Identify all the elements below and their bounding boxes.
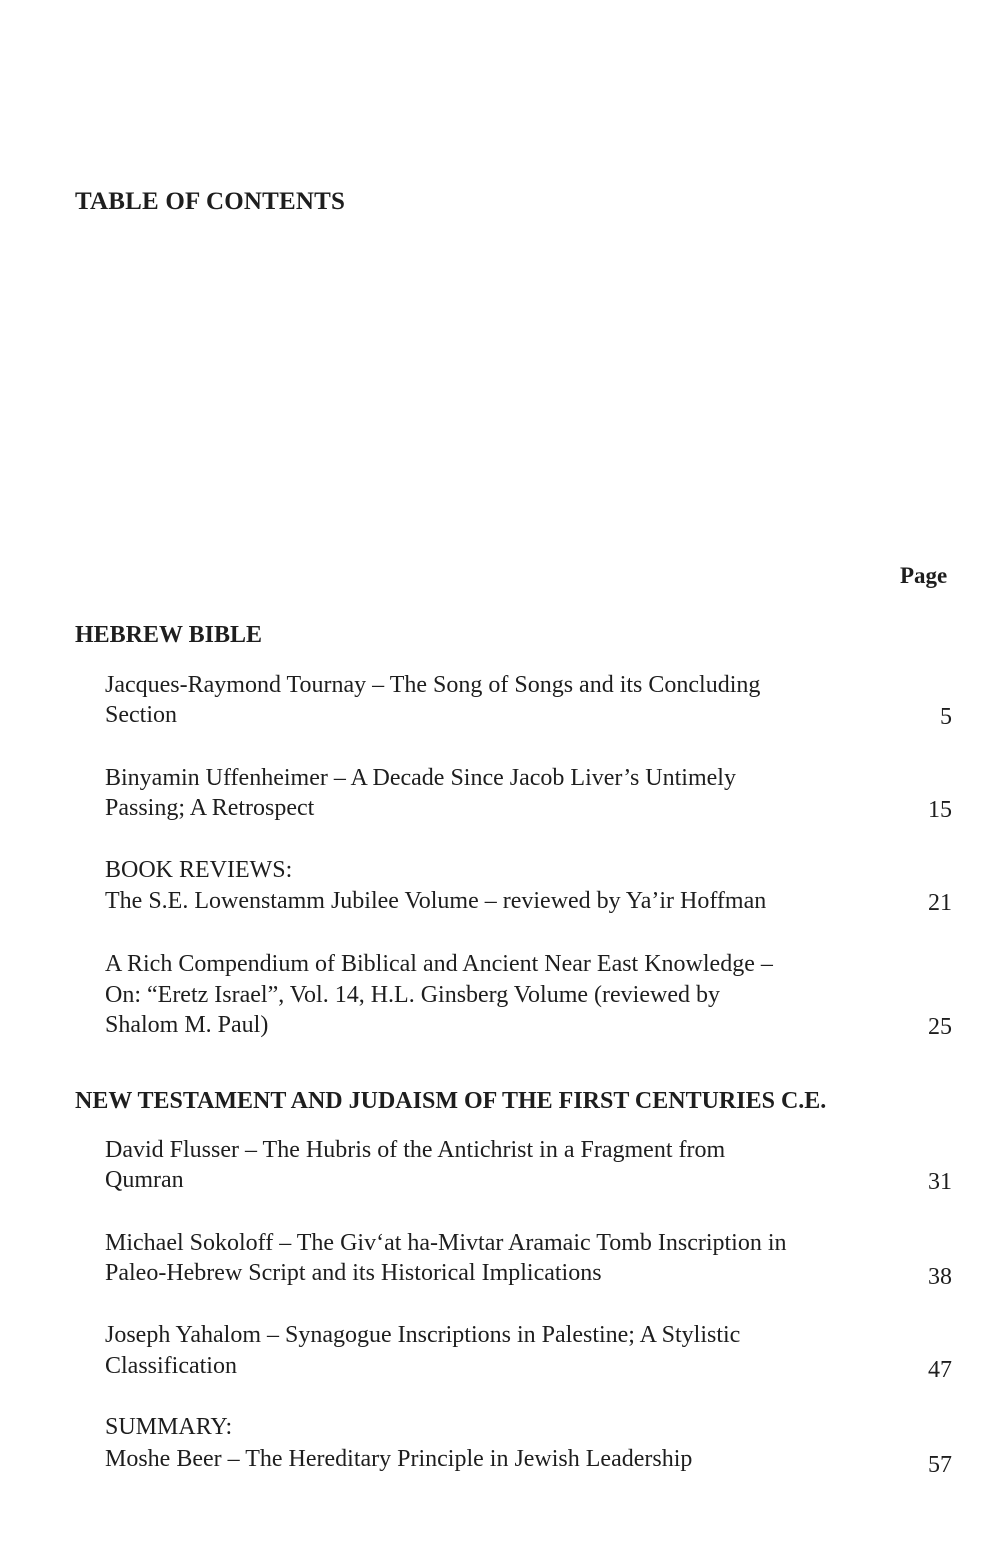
entry-line: Qumran <box>105 1167 184 1193</box>
page-number: 31 <box>928 1169 952 1195</box>
page-number: 38 <box>928 1264 952 1290</box>
entry-line: SUMMARY: <box>105 1414 233 1440</box>
entry-line: David Flusser – The Hubris of the Antichrist in a Fragment from <box>105 1137 726 1163</box>
section-heading: HEBREW BIBLE <box>75 622 262 648</box>
entry-line: Moshe Beer – The Hereditary Principle in Jewish Leadership <box>105 1446 693 1472</box>
entry-line: Passing; A Retrospect <box>105 795 315 821</box>
entry-line: On: “Eretz Israel”, Vol. 14, H.L. Ginsberg Volume (reviewed by <box>105 982 720 1008</box>
page-number: 15 <box>928 797 952 823</box>
page-number: 57 <box>928 1452 952 1478</box>
entry-line: BOOK REVIEWS: <box>105 857 293 883</box>
page-number: 25 <box>928 1014 952 1040</box>
entry-line: Michael Sokoloff – The Giv‘at ha-Mivtar Aramaic Tomb Inscription in <box>105 1230 787 1256</box>
page-column-header: Page <box>900 563 948 588</box>
entry-line: A Rich Compendium of Biblical and Ancient Near East Knowledge – <box>105 951 773 977</box>
entry-line: Section <box>105 702 177 728</box>
entry-line: The S.E. Lowenstamm Jubilee Volume – reviewed by Ya’ir Hoffman <box>105 888 767 914</box>
page-title: TABLE OF CONTENTS <box>75 188 346 215</box>
entry-line: Jacques-Raymond Tournay – The Song of Songs and its Concluding <box>105 672 761 698</box>
section-heading: NEW TESTAMENT AND JUDAISM OF THE FIRST CENTURIES C.E. <box>75 1088 827 1114</box>
entry-line: Classification <box>105 1353 237 1379</box>
page-number: 21 <box>928 890 952 916</box>
entry-line: Binyamin Uffenheimer – A Decade Since Jacob Liver’s Untimely <box>105 765 736 791</box>
entry-line: Shalom M. Paul) <box>105 1012 269 1038</box>
entry-line: Joseph Yahalom – Synagogue Inscriptions in Palestine; A Stylistic <box>105 1322 741 1348</box>
entry-line: Paleo-Hebrew Script and its Historical Implications <box>105 1260 602 1286</box>
page-number: 47 <box>928 1357 952 1383</box>
page-number: 5 <box>940 704 952 730</box>
